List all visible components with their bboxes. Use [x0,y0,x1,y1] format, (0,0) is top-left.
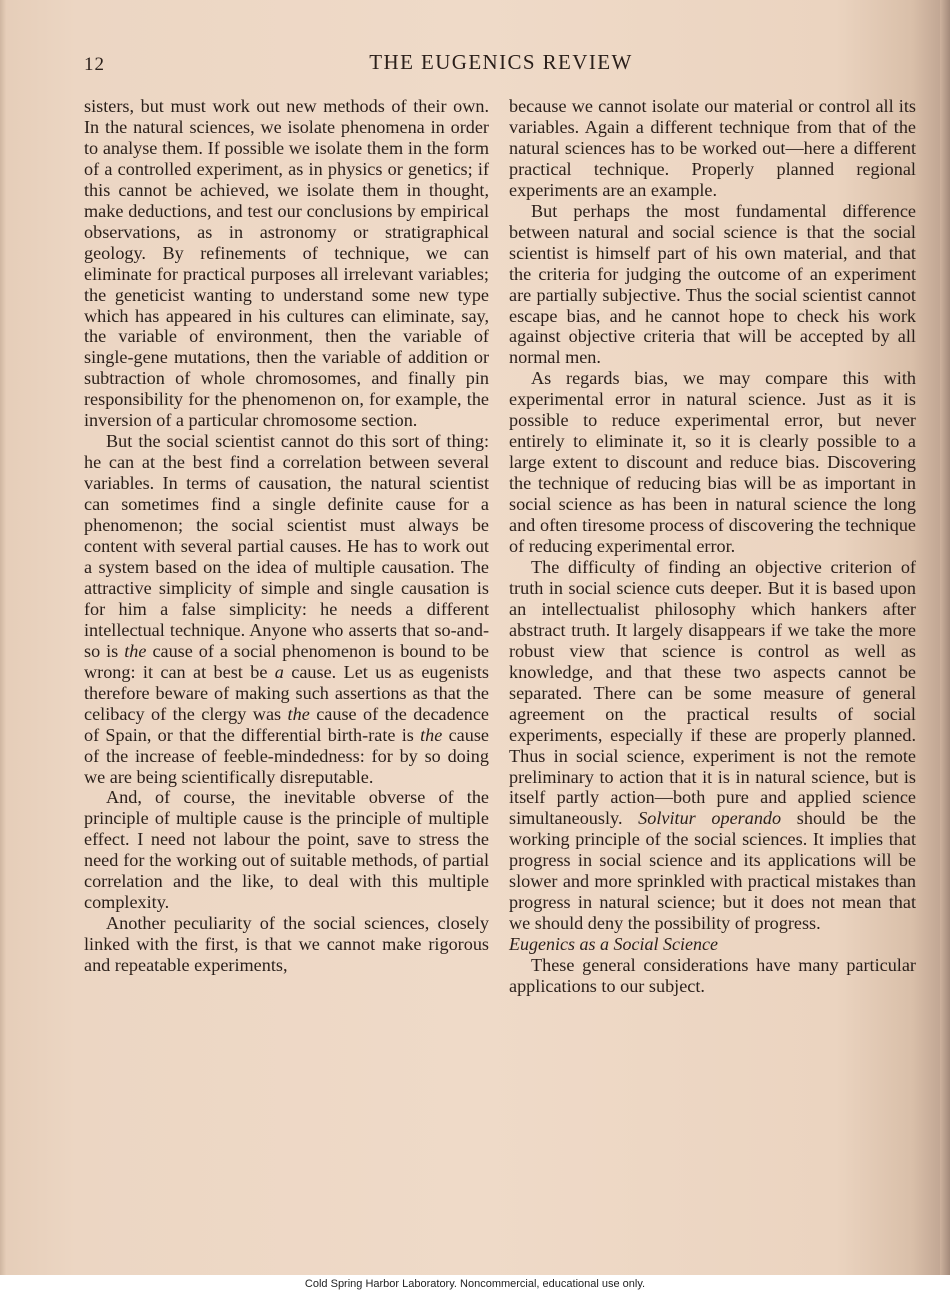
paragraph [509,557,916,934]
paragraph: because we cannot isolate our material or control all its variables. Again a different technique from that of the natural sciences has to be worked out—here a different practical technique. Properly planned regional experiments are an example. [509,96,916,200]
page-right-edge [940,0,950,1275]
right-column [509,96,916,997]
left-column [84,96,489,976]
paragraph: These general considerations have many particular applications to our subject. [509,955,916,997]
paragraph: But perhaps the most fundamental difference between natural and social science is that the social scientist is himself part of his own material, and that the criteria for judging the outcome of an experiment are partially subjective. Thus the social scientist cannot escape bias, and he cannot hope to check his work against objective criteria that will be accepted by all normal men. [509,200,916,368]
footer-notice: Cold Spring Harbor Laboratory. Noncommercial, educational use only. [304,1278,646,1290]
text-run: cause of the increase of feeble-mindedness: for by so doing we are being scientifically disreputable. [84,724,489,787]
text-run: But the social scientist cannot do this sort of thing: he can at the best find a correlation between several variables. In terms of causation, the natural scientist can sometimes find a single definite cause for a phenomenon; the social scientist must always be content with several partial causes. He has to work out a system based on the idea of multiple causation. The attractive simplicity of simple and single causation is for him a false simplicity: he needs a different intellectual technique. Anyone who asserts that so-and-so is [84,431,489,661]
text-run: cause of the decadence of Spain, or that the differential birth-rate is [84,703,490,745]
page-left-edge [0,0,6,1275]
text-run: cause of a social phenomenon is bound to be wrong: it can at best be [84,640,490,682]
paragraph: As regards bias, we may compare this with experimental error in natural science. Just as it is possible to reduce experimental error, but never entirely to eliminate it, so it is clearly possible to a large extent to discount and reduce bias. Discovering the technique of reducing bias will be as important in social science as has been in natural science the long and often tiresome process of discovering the technique of reducing experimental error. [509,368,916,557]
paragraph [84,431,489,787]
text-run: cause. Let us as eugenists therefore beware of making such assertions as that the celibacy of the clergy was [84,661,490,724]
text-run: should be the working principle of the social sciences. It implies that progress in social science and its applications will be slower and more sprinkled with practical mistakes than progress in natural science; but it does not mean that we should deny the possibility of progress. [509,808,916,934]
italic-run: the [420,724,443,745]
italic-run: the [124,640,147,661]
journal-title: THE EUGENICS REVIEW [369,50,633,74]
page-number: 12 [84,54,105,75]
section-heading: Eugenics as a Social Science [509,934,718,955]
italic-run: the [287,703,310,724]
text-run: The difficulty of finding an objective criterion of truth in social science cuts deeper. But it is based upon an intellectualist philosophy which hankers after abstract truth. It largely disappears if we take the more robust view that science is control as well as knowledge, and that these two aspects cannot be separated. There can be some measure of general agreement on the practical results of social experiments, especially if these are properly planned. Thus in social science, experiment is not the remote preliminary to action that it is in natural science, but is itself partly action—both pure and applied science simultaneously. [509,556,916,829]
paragraph: Another peculiarity of the social sciences, closely linked with the first, is that we cannot make rigorous and repeatable experiments, [84,913,489,976]
paragraph: sisters, but must work out new methods of their own. In the natural sciences, we isolate phenomena in order to analyse them. If possible we isolate them in the form of a controlled experiment, as in physics or genetics; if this cannot be achieved, we isolate them in thought, make deductions, and test our conclusions by empirical observations, as in astronomy or stratigraphical geology. By refinements of technique, we can eliminate for practical purposes all irrelevant variables; the geneticist wanting to understand some new type which has appeared in his cultures can eliminate, say, the variable of environment, then the variable of single-gene mutations, then the variable of addition or subtraction of whole chromosomes, and finally pin responsibility for the phenomenon on, for example, the inversion of a particular chromosome section. [84,96,489,431]
italic-run: Solvitur operando [638,808,782,829]
running-head [84,50,918,80]
paragraph: And, of course, the inevitable obverse of the principle of multiple cause is the principle of multiple effect. I need not labour the point, save to stress the need for the working out of suitable methods, of partial correlation and the like, to deal with this multiple complexity. [84,787,489,913]
italic-run: a [274,661,284,682]
